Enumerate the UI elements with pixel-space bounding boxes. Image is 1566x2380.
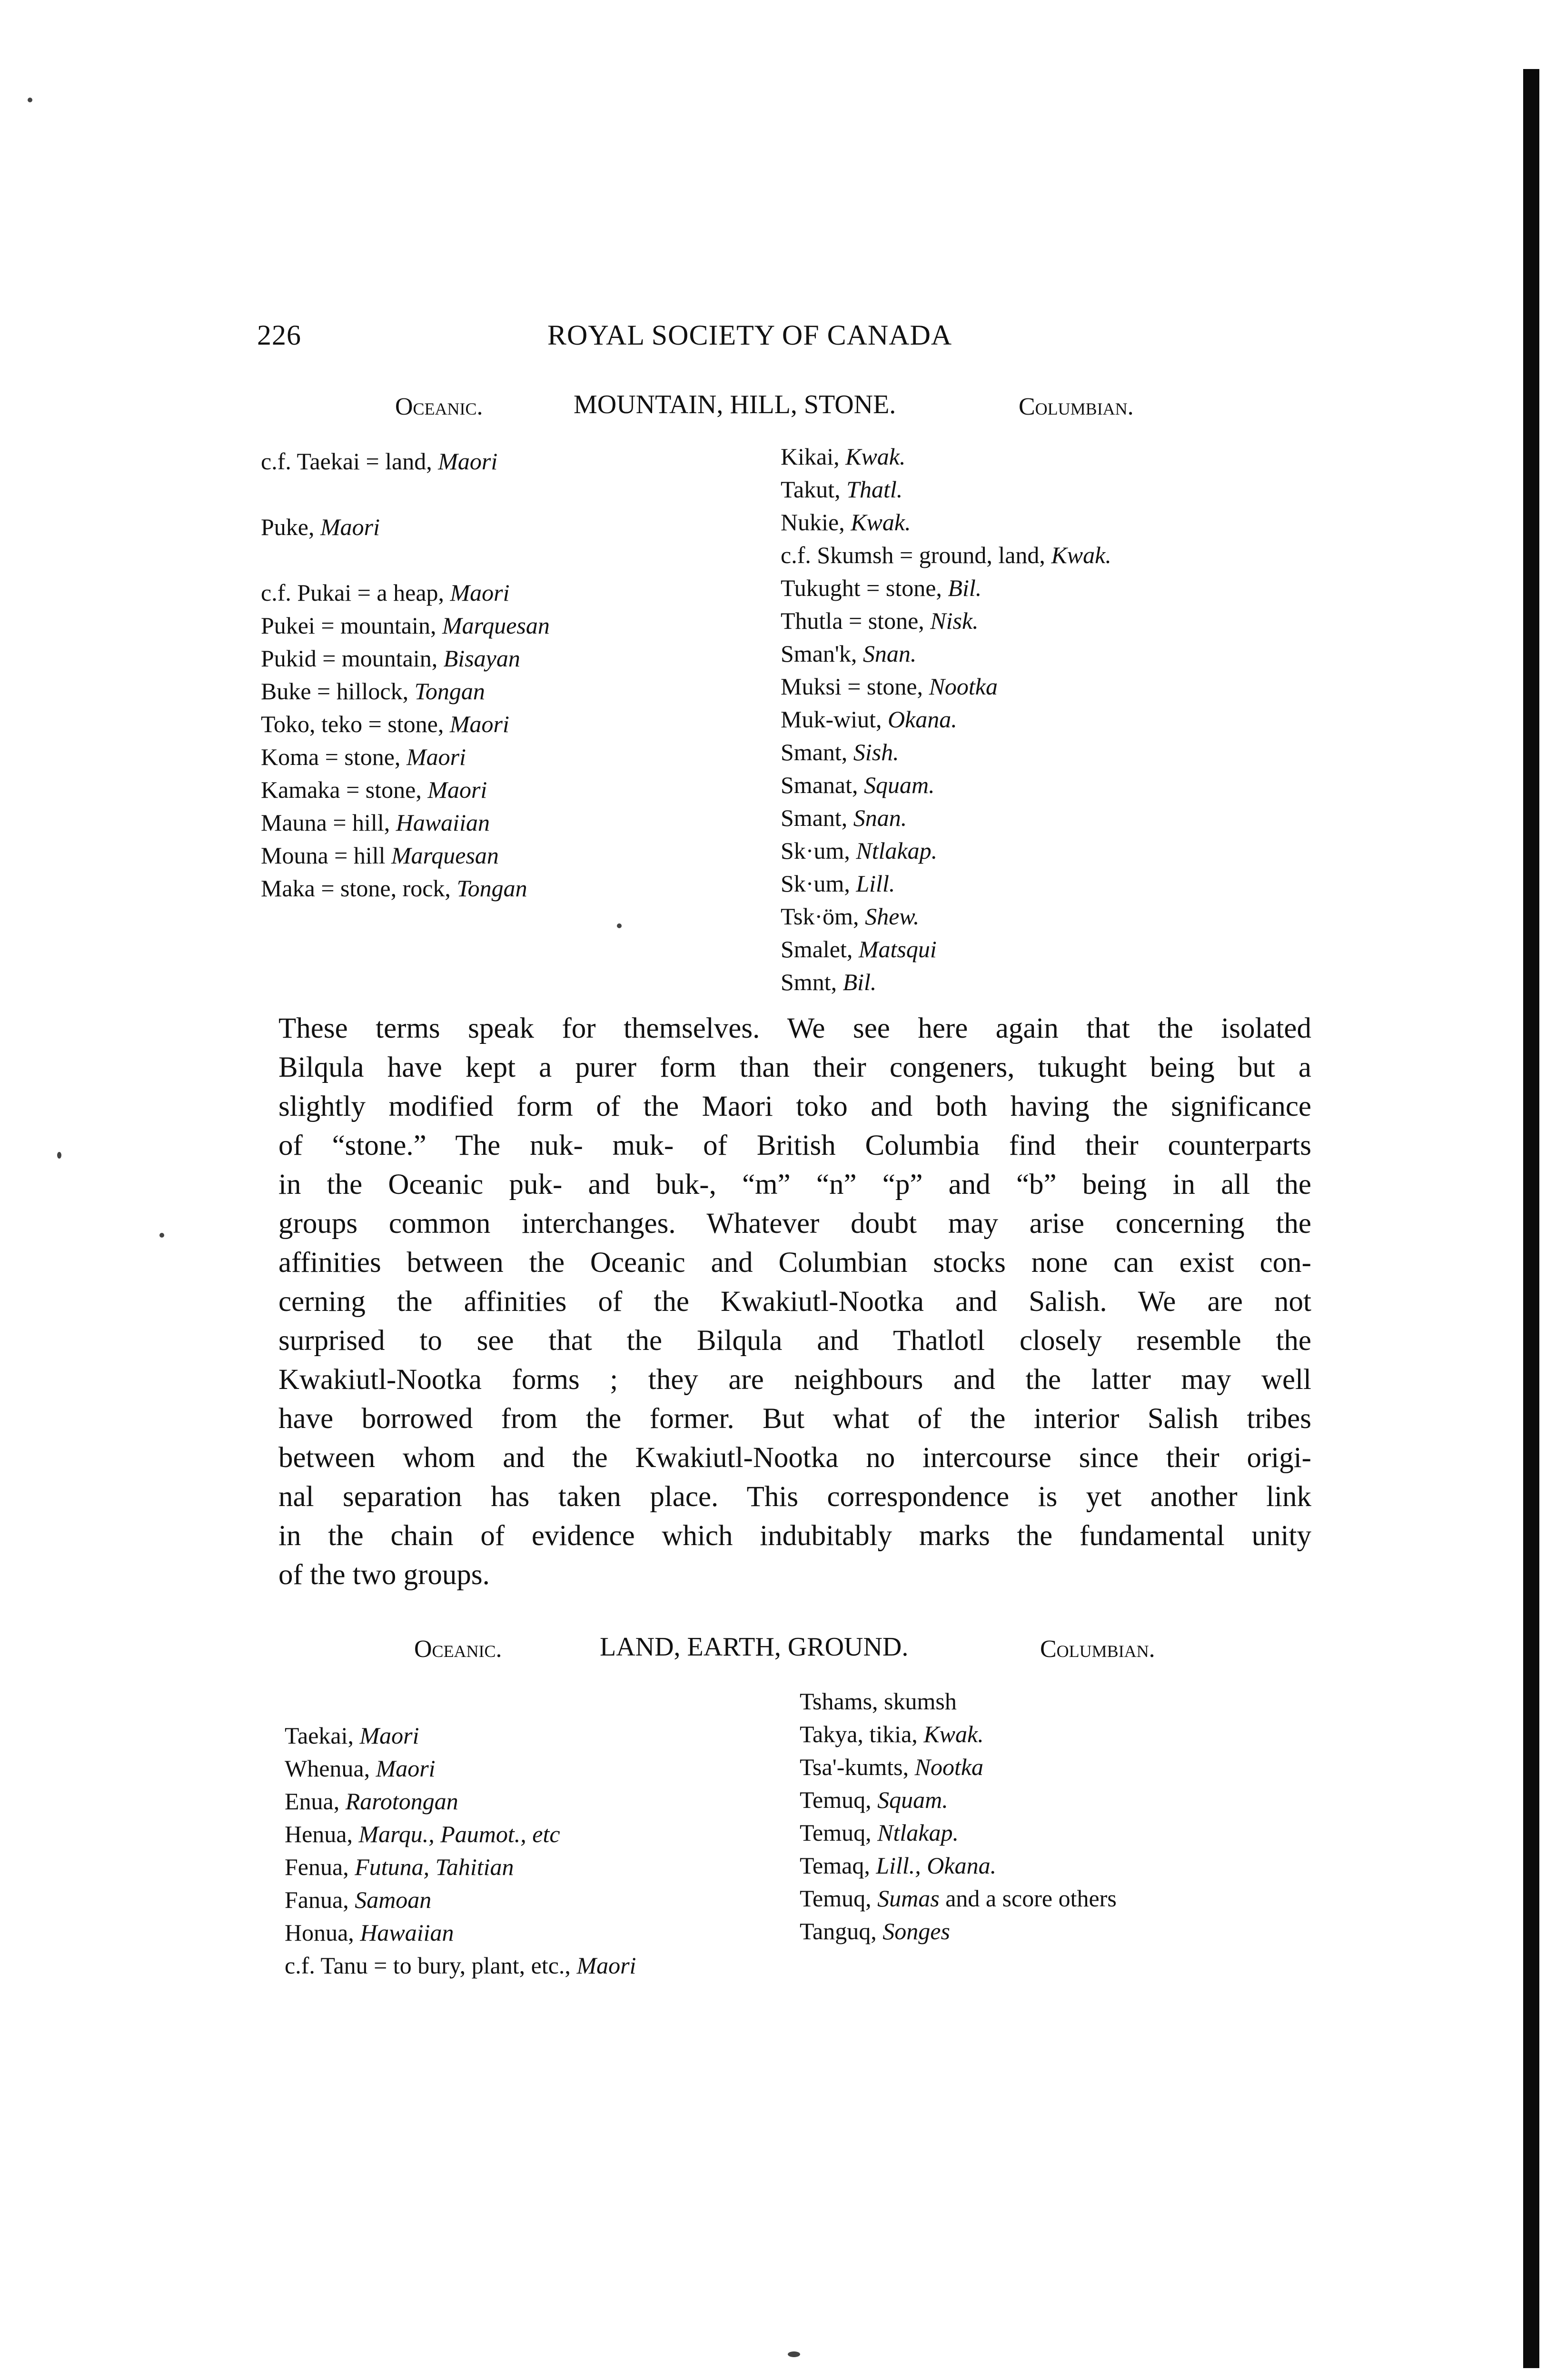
paragraph-line: surprised to see that the Bilqula and Thatlotl closely resemble the — [278, 1325, 1311, 1357]
list-item: Muksi = stone, Nootka — [781, 673, 998, 700]
list-item: Fenua, Futuna, Tahitian — [285, 1854, 514, 1880]
list-item: Thutla = stone, Nisk. — [781, 607, 979, 634]
paragraph-line: slightly modified form of the Maori toko and both having the significance — [278, 1091, 1311, 1122]
scan-edge-bar — [1523, 69, 1539, 2368]
list-item: Sman'k, Snan. — [781, 640, 917, 667]
table1-columbian-column — [781, 440, 1111, 999]
paragraph-line: of “stone.” The nuk- muk- of British Columbia find their counterparts — [278, 1130, 1311, 1161]
list-item: Temaq, Lill., Okana. — [800, 1852, 997, 1879]
table2-oceanic-column — [285, 1719, 636, 1982]
list-item: Sk·um, Ntlakap. — [781, 837, 938, 864]
list-item: Smant, Snan. — [781, 804, 907, 831]
scan-speck — [159, 1233, 164, 1238]
paragraph-line: in the Oceanic puk- and buk-, “m” “n” “p” and “b” being in all the — [278, 1169, 1311, 1200]
table1-oceanic-label: Oceanic. — [395, 393, 483, 420]
list-item: Muk-wiut, Okana. — [781, 706, 957, 733]
table1-title: MOUNTAIN, HILL, STONE. — [574, 390, 896, 419]
list-item: Smanat, Squam. — [781, 772, 935, 798]
paragraph-line: between whom and the Kwakiutl-Nootka no intercourse since their origi- — [278, 1442, 1311, 1474]
list-item: Pukei = mountain, Marquesan — [261, 612, 550, 639]
list-item: Fanua, Samoan — [285, 1886, 432, 1913]
list-item: Takut, Thatl. — [781, 476, 903, 503]
table2-columbian-column — [800, 1685, 1117, 1948]
list-item: Henua, Marqu., Paumot., etc — [285, 1821, 560, 1847]
paragraph-line: These terms speak for themselves. We see here again that the isolated — [278, 1012, 1311, 1044]
list-item: Kikai, Kwak. — [781, 443, 906, 470]
list-item: c.f. Tanu = to bury, plant, etc., Maori — [285, 1952, 636, 1979]
list-item: c.f. Skumsh = ground, land, Kwak. — [781, 542, 1111, 568]
list-item: c.f. Taekai = land, Maori — [261, 448, 498, 475]
list-item: Maka = stone, rock, Tongan — [261, 875, 527, 902]
paragraph-line: in the chain of evidence which indubitably marks the fundamental unity — [278, 1520, 1311, 1552]
list-item: Enua, Rarotongan — [285, 1788, 458, 1815]
list-item: Mouna = hill Marquesan — [261, 842, 499, 869]
table1-oceanic-column — [261, 445, 550, 905]
paragraph-line: Bilqula have kept a purer form than their congeners, tukught being but a — [278, 1051, 1311, 1083]
list-item: Smnt, Bil. — [781, 969, 877, 995]
list-item: Tsa'-kumts, Nootka — [800, 1754, 984, 1780]
paragraph-line: groups common interchanges. Whatever doubt may arise concerning the — [278, 1208, 1311, 1240]
list-item: Tsk·öm, Shew. — [781, 903, 920, 930]
table2-title: LAND, EARTH, GROUND. — [600, 1632, 909, 1662]
list-item: Temuq, Squam. — [800, 1786, 948, 1813]
list-item: Sk·um, Lill. — [781, 870, 895, 897]
paragraph-line: affinities between the Oceanic and Columbian stocks none can exist con- — [278, 1247, 1311, 1279]
list-item: Tshams, skumsh — [800, 1688, 957, 1715]
paragraph-line: of the two groups. — [278, 1559, 490, 1591]
list-item: Buke = hillock, Tongan — [261, 678, 485, 704]
list-item: Mauna = hill, Hawaiian — [261, 809, 490, 836]
table1-columbian-label: Columbian. — [1019, 393, 1134, 420]
list-item: c.f. Pukai = a heap, Maori — [261, 579, 510, 606]
list-item: Takya, tikia, Kwak. — [800, 1721, 984, 1747]
scan-speck — [57, 1152, 61, 1159]
scan-speck — [617, 923, 622, 928]
list-item: Kamaka = stone, Maori — [261, 776, 487, 803]
list-item: Smant, Sish. — [781, 739, 899, 765]
paragraph-line: Kwakiutl-Nootka forms ; they are neighbours and the latter may well — [278, 1364, 1311, 1396]
page-number: 226 — [257, 319, 301, 351]
scan-speck — [788, 2351, 800, 2357]
running-head: ROYAL SOCIETY OF CANADA — [547, 319, 952, 351]
paragraph-line: nal separation has taken place. This correspondence is yet another link — [278, 1481, 1311, 1513]
scan-speck — [28, 98, 32, 102]
list-item: Tanguq, Songes — [800, 1918, 950, 1944]
list-item: Taekai, Maori — [285, 1722, 419, 1749]
list-item: Tukught = stone, Bil. — [781, 575, 982, 601]
list-item: Puke, Maori — [261, 514, 380, 540]
list-item: Honua, Hawaiian — [285, 1919, 454, 1946]
list-item: Nukie, Kwak. — [781, 509, 911, 536]
table2-oceanic-label: Oceanic. — [414, 1636, 502, 1663]
paragraph-line: cerning the affinities of the Kwakiutl-Nootka and Salish. We are not — [278, 1286, 1311, 1318]
list-item: Toko, teko = stone, Maori — [261, 711, 509, 737]
table2-columbian-label: Columbian. — [1040, 1636, 1155, 1663]
list-item: Koma = stone, Maori — [261, 744, 466, 770]
body-paragraph — [278, 1009, 1311, 1595]
list-item: Whenua, Maori — [285, 1755, 436, 1782]
list-item: Temuq, Sumas and a score others — [800, 1885, 1117, 1912]
paragraph-line: have borrowed from the former. But what of the interior Salish tribes — [278, 1403, 1311, 1435]
list-item: Pukid = mountain, Bisayan — [261, 645, 520, 672]
list-item: Temuq, Ntlakap. — [800, 1819, 959, 1846]
list-item: Smalet, Matsqui — [781, 936, 937, 962]
